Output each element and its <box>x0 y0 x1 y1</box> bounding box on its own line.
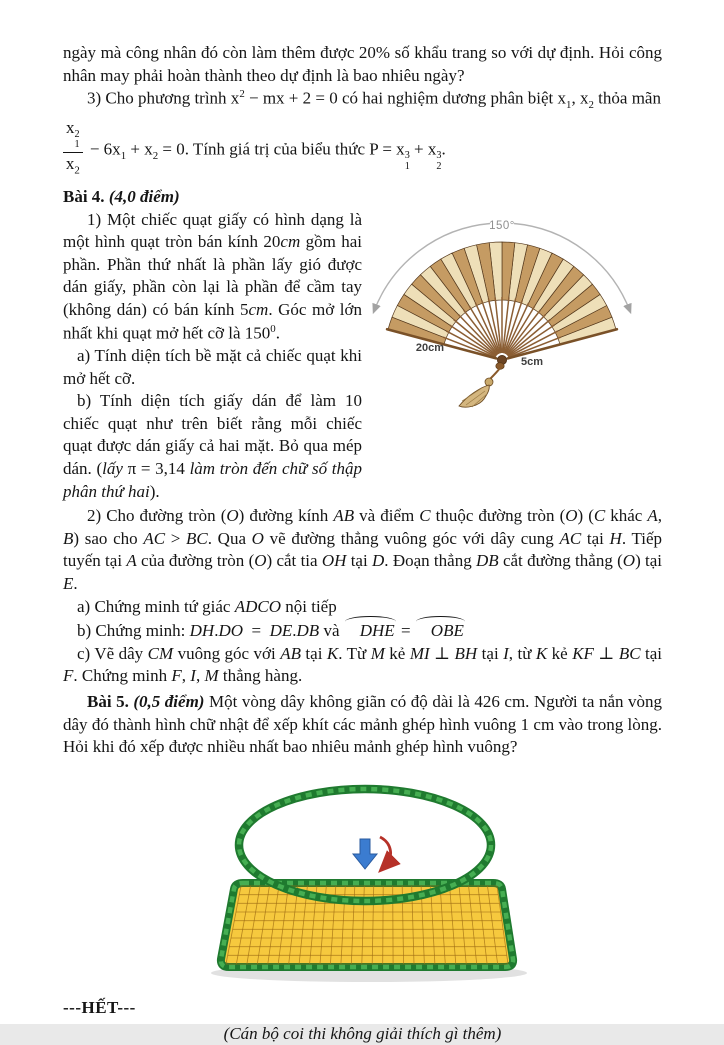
bai4-points: (4,0 điểm) <box>109 187 180 206</box>
bai5-text: Một vòng dây không giãn có độ dài là 426 cm. Người ta nắn vòng dây đó thành hình chữ nhật để xếp khít các mảnh ghép hình vuông 1 cm vào trong lòng. Hỏi khi đó xếp được nhiều nhất bao nhiêu mảnh ghép hình vuông? <box>63 692 662 756</box>
footer <box>63 997 662 1045</box>
bai4-part1a: a) Tính diện tích bề mặt cả chiếc quạt khi mở hết cỡ. <box>63 345 362 390</box>
footer-note: (Cán bộ coi thi không giải thích gì thêm) <box>63 1023 662 1045</box>
problem-3-statement: 3) Cho phương trình $x^2$ − mx + 2 = 0 có hai nghiệm dương phân biệt $x_1$, $x_2$ thỏa mãn <box>63 87 662 113</box>
bai4-body <box>63 209 662 504</box>
fan-tassel <box>459 362 504 407</box>
problem-3-equation: x 2 1 $x_2$ − $6x_1 + x_2 = 0$. Tính giá trị của biểu thức P = x 3 1 + x 3 2 . <box>63 118 662 177</box>
part2-b: b) Chứng minh: DH.DO = DE.DB và DHE = OBE <box>63 618 662 643</box>
rotate-arrow-icon <box>380 837 391 866</box>
part2-c: c) Vẽ dây CM vuông góc với AB tại K. Từ M kẻ MI ⊥ BH tại I, từ K kẻ KF ⊥ BC tại F. Chứng minh F, I, M thẳng hàng. <box>63 643 662 688</box>
fan-angle-label: 150° <box>489 220 515 232</box>
bai4-part2 <box>63 505 662 688</box>
paper-fan-illustration <box>362 215 692 421</box>
bai5-points: (0,5 điểm) <box>133 692 204 711</box>
rope-mat-illustration <box>179 773 547 991</box>
bai4-text-column <box>63 209 362 504</box>
end-marker: ---HẾT--- <box>63 997 662 1020</box>
bai5-label: Bài 5. <box>87 692 129 711</box>
part2-statement: 2) Cho đường tròn (O) đường kính AB và điểm C thuộc đường tròn (O) (C khác A, B) sao cho AC > BC. Qua O vẽ đường thẳng vuông góc với dây cung AC tại H. Tiếp tuyến tại A của đường tròn (O) cắt tia OH tại D. Đoạn thẳng DB cắt đường thẳng (O) tại E. <box>63 505 662 595</box>
part2-a: a) Chứng minh tứ giác ADCO nội tiếp <box>63 596 662 619</box>
intro-paragraph: ngày mà công nhân đó còn làm thêm được 20% số khẩu trang so với dự định. Hỏi công nhân may phải hoàn thành theo dự định là bao nhiêu ngày? <box>63 42 662 87</box>
down-arrow-icon <box>353 839 377 869</box>
bai4-heading <box>63 186 662 209</box>
fan-handle-label: 5cm <box>521 356 543 368</box>
bai4-part1b: b) Tính diện tích giấy dán để làm 10 chiếc quạt như trên biết rằng mỗi chiếc quạt được dán giấy cả hai mặt. Bỏ qua mép dán. (lấy π = 3,14 làm tròn đến chữ số thập phân thứ hai). <box>63 390 362 503</box>
bai5-statement <box>63 691 662 759</box>
bai4-part1-statement: 1) Một chiếc quạt giấy có hình dạng là một hình quạt tròn bán kính 20cm gồm hai phần. Phần thứ nhất là phần lấy gió được dán giấy, phần còn lại là phần để cầm tay (không dán) có bán kính 5cm. Góc mở lớn nhất khi quạt mở hết cỡ là $150^0$. <box>63 209 362 345</box>
fan-figure <box>362 215 692 428</box>
fan-radius-label: 20cm <box>416 342 444 354</box>
bai4-label: Bài 4. <box>63 187 105 206</box>
